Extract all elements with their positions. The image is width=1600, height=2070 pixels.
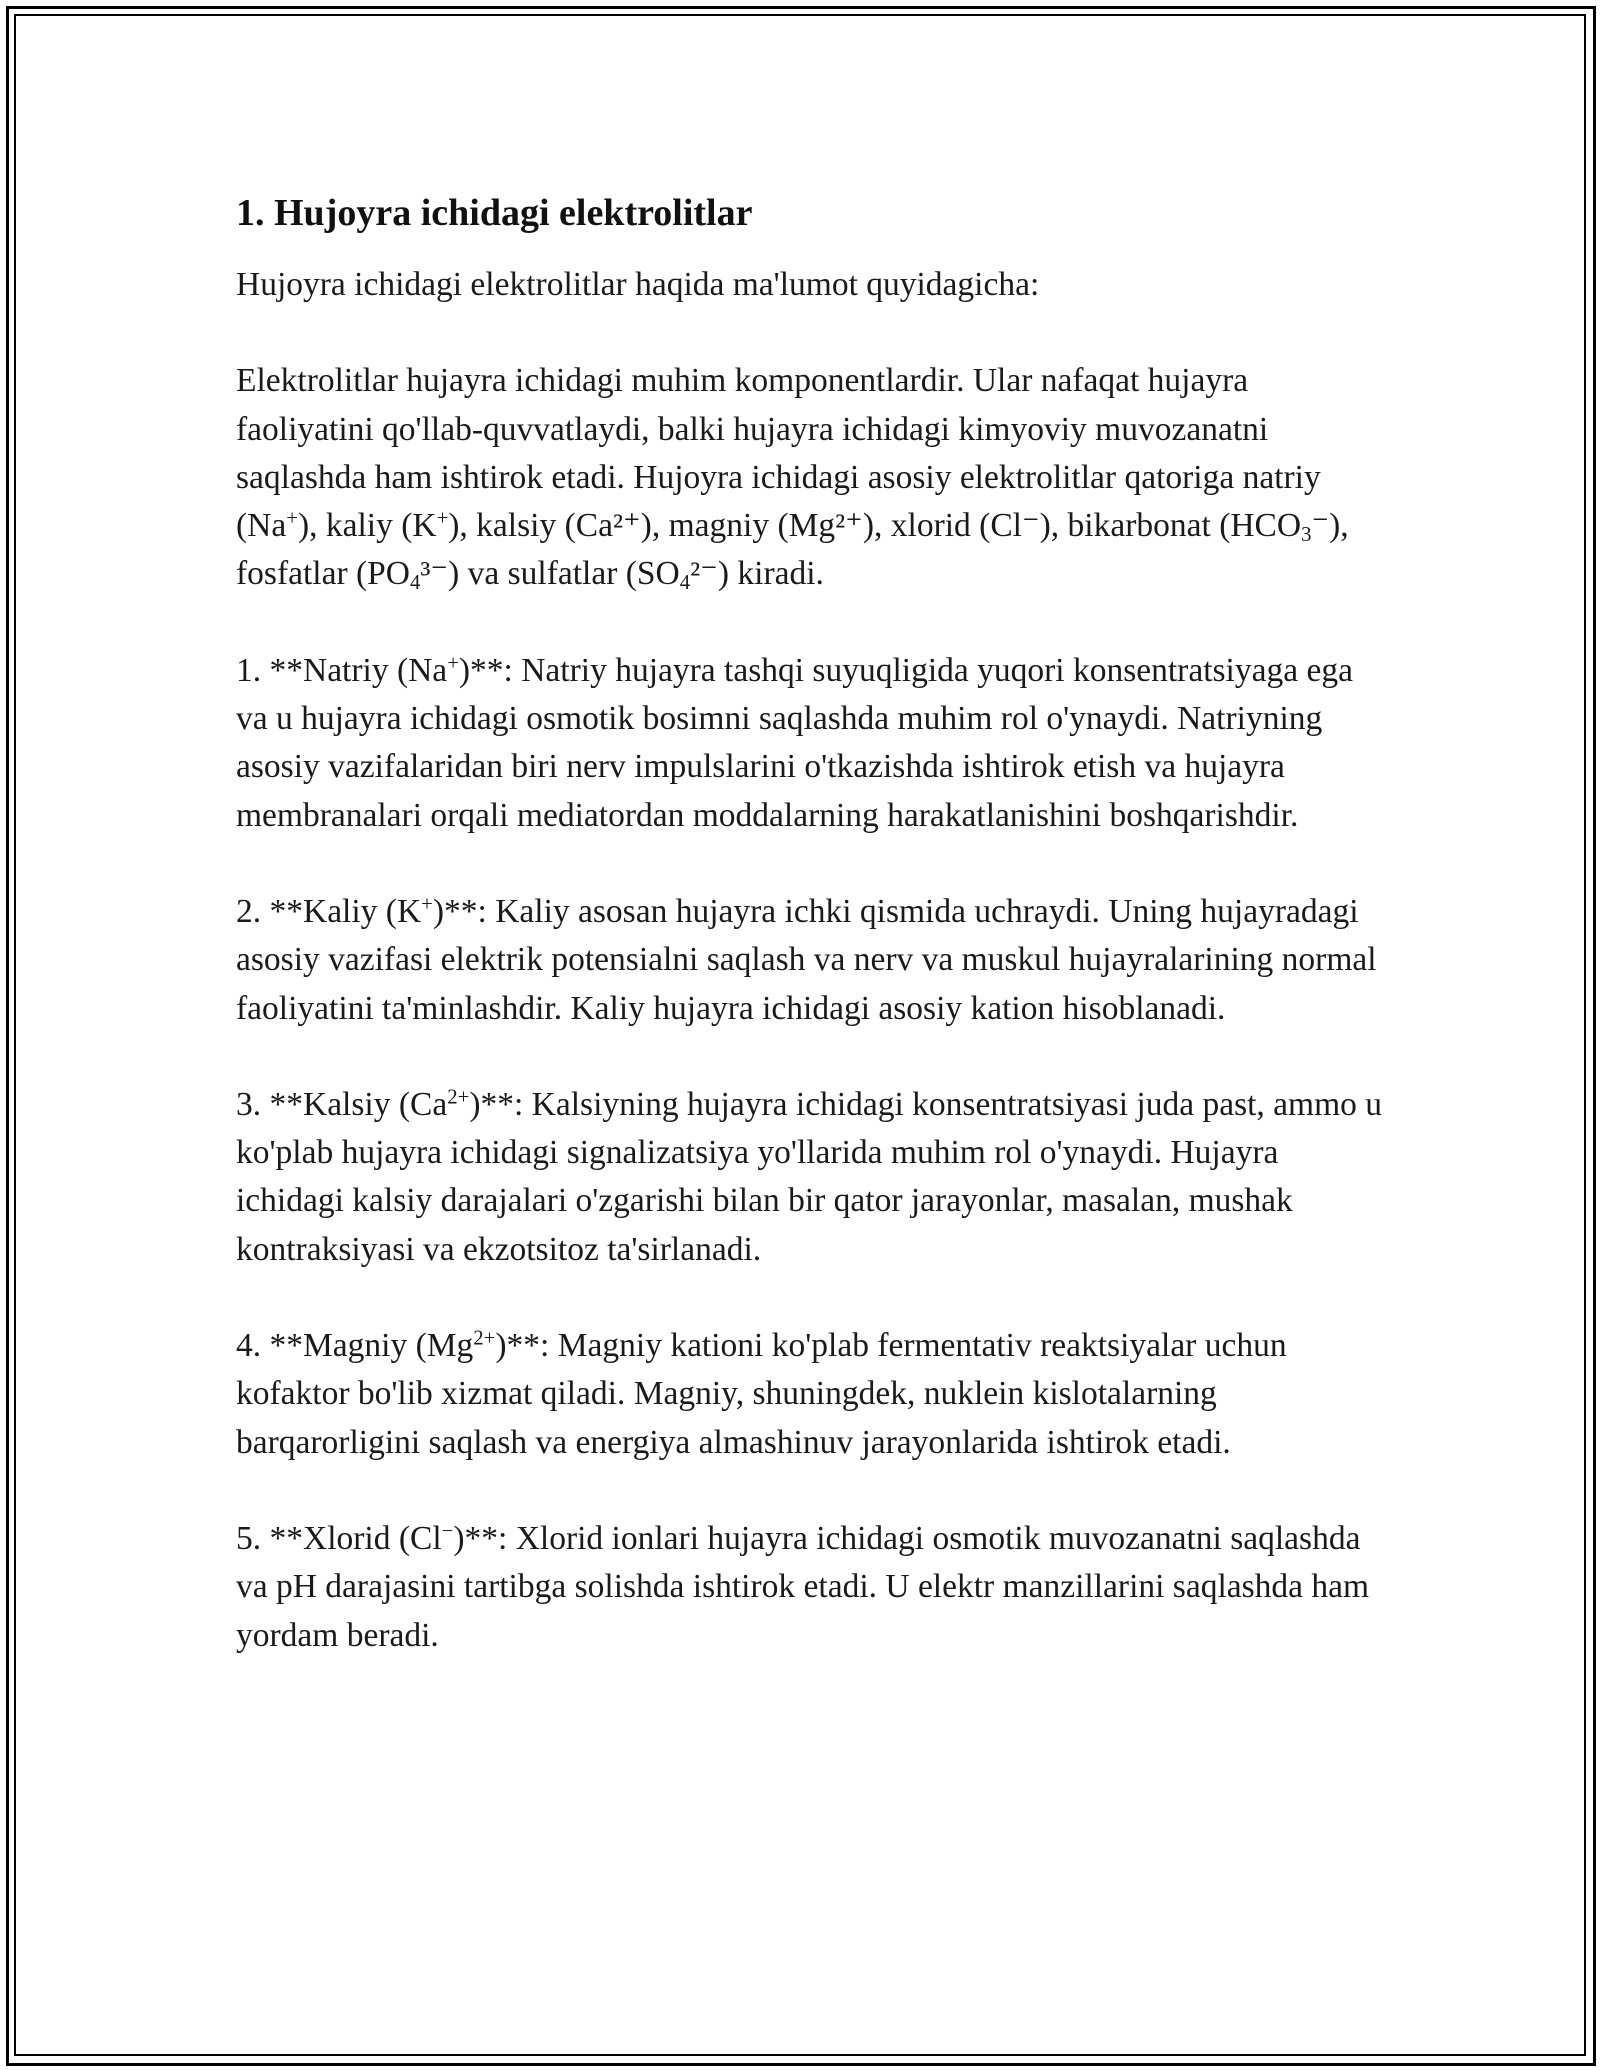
overview-text: ), kaliy (K (297, 507, 437, 545)
overview-text: ⁻), fosfatlar (PO (236, 507, 1349, 593)
ion-charge: + (421, 892, 433, 916)
document-body (236, 187, 1386, 1708)
list-item-text: )**: Magniy kationi ko'plab fermentativ reaktsiyalar uchun kofaktor bo'lib xizmat qiladi. Magniy, shuningdek, nuklein kislotalarning barqarorligini saqlash va energiya almashinuv jarayonlarida ishtirok etadi. (236, 1327, 1287, 1461)
list-item-text: )**: Natriy hujayra tashqi suyuqligida yuqori konsentratsiyaga ega va u hujayra ichidagi osmotik bosimni saqlashda muhim rol o'ynaydi. Natriyning asosiy vazifalaridan biri nerv impulslarini o'tkazishda ishtirok etish va hujayra membranalari orqali mediatordan moddalarning harakatlanishini boshqarishdir. (236, 651, 1353, 834)
list-item-calcium (236, 1081, 1386, 1274)
ion-charge: 2+ (447, 1085, 470, 1109)
ion-charge: + (447, 651, 459, 675)
ion-charge: − (441, 1519, 454, 1543)
list-item-chloride (236, 1515, 1386, 1660)
list-item-sodium (236, 647, 1386, 840)
sulfate-subscript: 4 (679, 571, 691, 595)
overview-text: ²⁻) kiradi. (690, 555, 824, 593)
list-item-prefix: 3. **Kalsiy (Ca (236, 1085, 448, 1123)
list-item-prefix: 5. **Xlorid (Cl (236, 1519, 442, 1557)
list-item-prefix: 1. **Natriy (Na (236, 651, 448, 689)
overview-text: ), kalsiy (Ca²⁺), magniy (Mg²⁺), xlorid (Cl⁻), bikarbonat (HCO (448, 507, 1302, 545)
list-item-text: )**: Kalsiyning hujayra ichidagi konsentratsiyasi juda past, ammo u ko'plab hujayra ichidagi signalizatsiya yo'llarida muhim rol o'ynaydi. Hujayra ichidagi kalsiy darajalari o'zgarishi bilan bir qator jarayonlar, masalan, mushak kontraksiyasi va ekzotsitoz ta'sirlanadi. (236, 1085, 1383, 1268)
document-title: 1. Hujoyra ichidagi elektrolitlar (236, 192, 753, 234)
list-item-magnesium (236, 1322, 1386, 1467)
overview-text: Elektrolitlar hujayra ichidagi muhim komponentlardir. Ular nafaqat hujayra faoliyatini qo'llab-quvvatlaydi, balki hujayra ichidagi kimyoviy muvozanatni saqlashda ham ishtirok etadi. Hujoyra ichidagi asosiy elektrolitlar qatoriga natriy (Na (236, 362, 1321, 545)
bicarbonate-subscript: 3 (1301, 523, 1312, 547)
intro-paragraph: Hujoyra ichidagi elektrolitlar haqida ma'lumot quyidagicha: (236, 266, 1040, 303)
overview-text: ³⁻) va sulfatlar (SO (420, 555, 680, 593)
ion-charge: 2+ (473, 1326, 496, 1350)
phosphate-subscript: 4 (409, 571, 421, 595)
list-item-prefix: 4. **Magniy (Mg (236, 1327, 474, 1365)
overview-paragraph (236, 357, 1386, 598)
list-item-potassium (236, 888, 1386, 1033)
list-item-text: )**: Xlorid ionlari hujayra ichidagi osmotik muvozanatni saqlashda va pH darajasini tartibga solishda ishtirok etadi. U elektr manzillarini saqlashda ham yordam beradi. (236, 1519, 1370, 1654)
list-item-text: )**: Kaliy asosan hujayra ichki qismida uchraydi. Uning hujayradagi asosiy vazifasi elektrik potensialni saqlash va nerv va muskul hujayralarining normal faoliyatini ta'minlashdir. Kaliy hujayra ichidagi asosiy kation hisoblanadi. (236, 892, 1377, 1027)
potassium-charge: + (436, 506, 449, 530)
sodium-charge: + (286, 506, 298, 530)
list-item-prefix: 2. **Kaliy (K (236, 892, 422, 930)
